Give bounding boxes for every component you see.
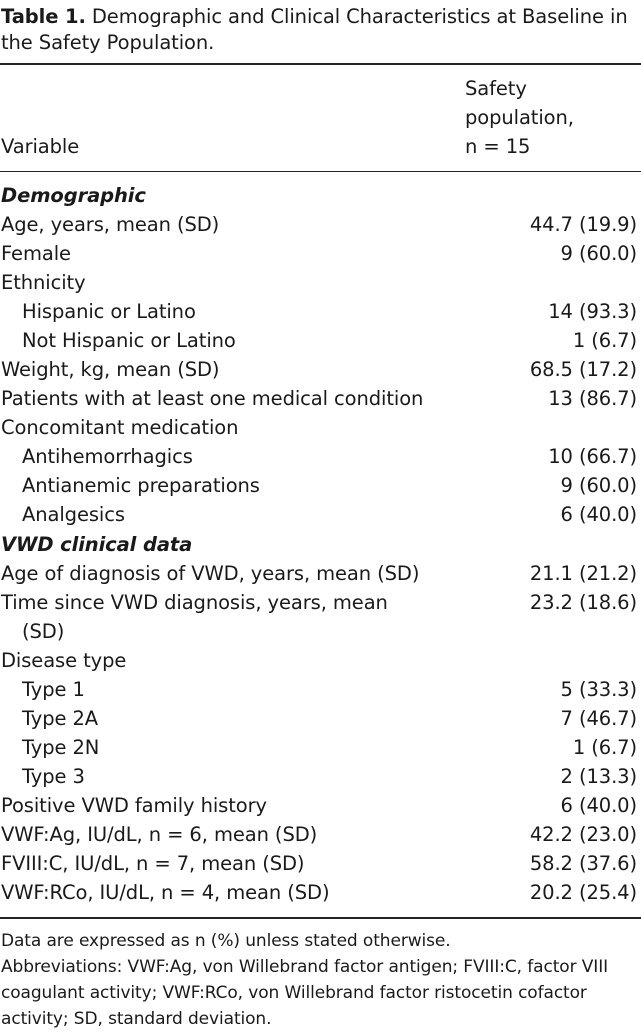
row-label: Analgesics bbox=[22, 503, 125, 526]
row-label: Positive VWD family history bbox=[1, 794, 267, 817]
footnote-abbreviations: Abbreviations: VWF:Ag, von Willebrand factor antigen; FVIII:C, factor VIII coagulant activity; VWF:RCo, von Willebrand factor ristocetin cofactor activity; SD, standard deviation. bbox=[1, 957, 609, 1029]
row-label: Type 1 bbox=[22, 678, 85, 701]
table-row bbox=[0, 878, 641, 907]
row-value: 21.1 (21.2) bbox=[529, 562, 637, 585]
row-label bbox=[1, 588, 421, 646]
row-value: 20.2 (25.4) bbox=[529, 881, 637, 904]
row-label: Not Hispanic or Latino bbox=[22, 329, 236, 352]
row-value: 23.2 (18.6) bbox=[529, 591, 637, 614]
row-label: Ethnicity bbox=[1, 271, 86, 294]
row-label: Hispanic or Latino bbox=[22, 300, 196, 323]
row-label: VWF:RCo, IU/dL, n = 4, mean (SD) bbox=[1, 881, 330, 904]
table-row bbox=[0, 384, 641, 413]
top-rule bbox=[0, 63, 641, 65]
row-label: Weight, kg, mean (SD) bbox=[1, 358, 220, 381]
table-row bbox=[0, 820, 641, 849]
row-value: 6 (40.0) bbox=[560, 794, 637, 817]
table-row bbox=[0, 210, 641, 239]
table-row bbox=[0, 733, 641, 762]
row-value: 9 (60.0) bbox=[560, 242, 637, 265]
row-value: 13 (86.7) bbox=[548, 387, 637, 410]
table-row bbox=[0, 704, 641, 733]
row-label: Age, years, mean (SD) bbox=[1, 213, 220, 236]
header-rule bbox=[0, 171, 641, 172]
table-row bbox=[0, 239, 641, 268]
row-label: Type 3 bbox=[22, 765, 85, 788]
row-value: 44.7 (19.9) bbox=[529, 213, 637, 236]
column-header-line1: Safety bbox=[465, 77, 527, 100]
table-row bbox=[0, 268, 641, 297]
table-row bbox=[0, 471, 641, 500]
row-label: Type 2N bbox=[22, 736, 100, 759]
table-row bbox=[0, 791, 641, 820]
row-label-line2: (SD) bbox=[22, 620, 65, 643]
row-value: 1 (6.7) bbox=[572, 329, 637, 352]
table-row bbox=[0, 762, 641, 791]
table-row bbox=[0, 181, 641, 210]
section-label-demographic: Demographic bbox=[1, 184, 146, 207]
row-value: 10 (66.7) bbox=[548, 445, 637, 468]
row-value: 6 (40.0) bbox=[560, 503, 637, 526]
table-row bbox=[0, 559, 641, 588]
row-label: FVIII:C, IU/dL, n = 7, mean (SD) bbox=[1, 852, 305, 875]
column-header-line3: n = 15 bbox=[465, 135, 531, 158]
column-header-line2: population, bbox=[465, 106, 574, 129]
table-row bbox=[0, 442, 641, 471]
table-row bbox=[0, 297, 641, 326]
table-row bbox=[0, 500, 641, 529]
footnote-data: Data are expressed as n (%) unless stated otherwise. bbox=[1, 931, 451, 951]
variable-header: Variable bbox=[1, 135, 80, 158]
bottom-rule bbox=[0, 917, 641, 919]
row-value: 42.2 (23.0) bbox=[529, 823, 637, 846]
table-row bbox=[0, 530, 641, 559]
table-row bbox=[0, 675, 641, 704]
table-row bbox=[0, 646, 641, 675]
table-row bbox=[0, 588, 641, 646]
table-row bbox=[0, 849, 641, 878]
table-row bbox=[0, 355, 641, 384]
row-value: 68.5 (17.2) bbox=[529, 358, 637, 381]
row-label: Disease type bbox=[1, 649, 127, 672]
row-value: 9 (60.0) bbox=[560, 474, 637, 497]
row-label: VWF:Ag, IU/dL, n = 6, mean (SD) bbox=[1, 823, 318, 846]
row-label-line1: Time since VWD diagnosis, years, mean bbox=[1, 591, 388, 614]
row-label: Concomitant medication bbox=[1, 416, 239, 439]
row-value: 1 (6.7) bbox=[572, 736, 637, 759]
table-row bbox=[0, 326, 641, 355]
row-label: Age of diagnosis of VWD, years, mean (SD) bbox=[1, 562, 420, 585]
row-label: Type 2A bbox=[22, 707, 99, 730]
section-label-vwd-clinical-data: VWD clinical data bbox=[1, 533, 193, 556]
table-caption bbox=[1, 4, 641, 56]
caption-text: Demographic and Clinical Characteristics at Baseline in the Safety Population. bbox=[1, 5, 628, 54]
row-label: Antihemorrhagics bbox=[22, 445, 193, 468]
row-label: Antianemic preparations bbox=[22, 474, 260, 497]
table-row bbox=[0, 413, 641, 442]
row-value: 5 (33.3) bbox=[560, 678, 637, 701]
row-label: Female bbox=[1, 242, 71, 265]
row-value: 2 (13.3) bbox=[560, 765, 637, 788]
row-value: 14 (93.3) bbox=[548, 300, 637, 323]
caption-label: Table 1. bbox=[1, 5, 86, 28]
row-label: Patients with at least one medical condition bbox=[1, 387, 424, 410]
row-value: 58.2 (37.6) bbox=[529, 852, 637, 875]
row-value: 7 (46.7) bbox=[560, 707, 637, 730]
